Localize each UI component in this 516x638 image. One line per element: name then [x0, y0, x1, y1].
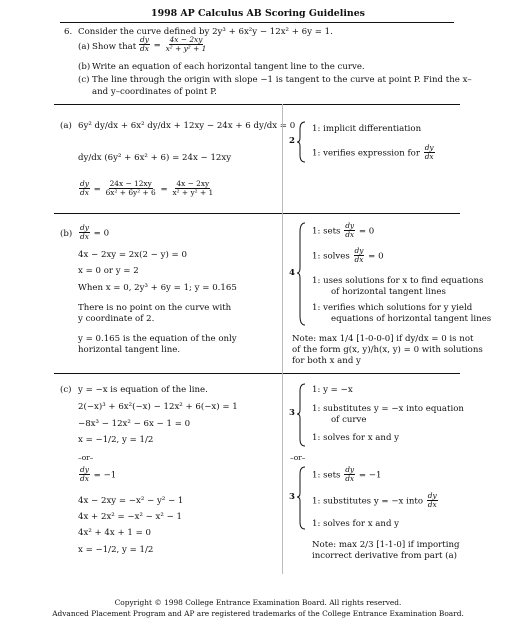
question-rule: [54, 104, 460, 105]
part-c-points-1: 3: [289, 408, 295, 418]
part-a-points: 2: [289, 136, 295, 146]
part-c-line-9: x = −1/2, y = 1/2: [78, 545, 154, 555]
part-c-rubric-2a: 1: substitutes y = −x into equation: [312, 404, 464, 414]
part-b-rubric-4b: equations of horizontal tangent lines: [331, 314, 492, 324]
part-b-line-5a: There is no point on the curve with: [78, 303, 232, 313]
part-b-note-2: of the form g(x, y)/h(x, y) = 0 with solutions: [292, 345, 483, 355]
part-b-brace: [297, 222, 307, 326]
footer-copyright: Copyright © 1998 College Entrance Examination Board. All rights reserved.: [114, 598, 402, 607]
question-number: 6.: [64, 27, 73, 37]
question-c-text-2: and y–coordinates of point P.: [92, 87, 217, 97]
part-c-rubric-3: 1: solves for x and y: [312, 433, 400, 443]
page-title: 1998 AP Calculus AB Scoring Guidelines: [151, 8, 365, 19]
footer-trademark: Advanced Placement Program and AP are registered trademarks of the College Entrance Examination Board.: [52, 609, 464, 618]
part-c-points-2: 3: [289, 492, 295, 502]
part-c-line-3: −8x³ − 12x² − 6x − 1 = 0: [78, 419, 191, 429]
part-c-note-1: Note: max 2/3 [1-1-0] if importing: [312, 540, 460, 550]
question-a-expression: $\frac{dy}{dx}$ = $\frac{4x - 2xy}{\text{x² + y² + 1}}$: [140, 35, 207, 54]
part-c-line-5: $\frac{dy}{dx}$ = −1: [80, 465, 117, 484]
part-b-line-2: 4x − 2xy = 2x(2 − y) = 0: [78, 250, 187, 260]
question-a-label: (a): [78, 42, 90, 52]
part-c-note-2: incorrect derivative from part (a): [312, 551, 457, 561]
part-c-rubric-6: 1: solves for x and y: [312, 519, 400, 529]
part-b-note-3: for both x and y: [292, 356, 361, 366]
part-b-rubric-3a: 1: uses solutions for x to find equations: [312, 276, 484, 286]
part-b-label: (b): [60, 229, 73, 239]
part-c-rubric-1: 1: y = −x: [312, 385, 353, 395]
part-a-rubric-2: 1: verifies expression for $\frac{dy}{dx}$: [312, 143, 434, 162]
part-c-line-4: x = −1/2, y = 1/2: [78, 435, 154, 445]
part-b-line-1: $\frac{dy}{dx}$ = 0: [80, 223, 110, 242]
part-c-or-right: –or–: [290, 453, 306, 462]
part-c-rubric-2b: of curve: [331, 415, 367, 425]
part-b-line-4: When x = 0, 2y³ + 6y = 1; y = 0.165: [78, 283, 237, 293]
part-c-line-8: 4x² + 4x + 1 = 0: [78, 528, 152, 538]
part-a-line-1: 6y² dy/dx + 6x² dy/dx + 12xy − 24x + 6 dy/dx = 0: [78, 121, 296, 131]
part-c-line-2: 2(−x)³ + 6x²(−x) − 12x² + 6(−x) = 1: [78, 402, 238, 412]
header-rule: [60, 22, 454, 23]
question-c-label: (c): [78, 75, 90, 85]
part-a-rule: [54, 213, 460, 214]
part-a-label: (a): [60, 121, 72, 131]
part-b-rubric-4a: 1: verifies which solutions for y yield: [312, 303, 473, 313]
question-stem: Consider the curve defined by 2y³ + 6x²y − 12x² + 6y = 1.: [78, 27, 333, 37]
column-divider: [282, 104, 283, 574]
question-a-text: Show that: [92, 42, 137, 52]
part-c-or-left: –or–: [78, 453, 94, 462]
part-c-rubric-5: 1: substitutes y = −x into $\frac{dy}{dx}$: [312, 491, 437, 510]
question-b-label: (b): [78, 62, 91, 72]
part-b-points: 4: [289, 268, 295, 278]
part-a-rubric-1: 1: implicit differentiation: [312, 124, 422, 134]
part-a-line-2: dy/dx (6y² + 6x² + 6) = 24x − 12xy: [78, 153, 232, 163]
part-b-line-6a: y = 0.165 is the equation of the only: [78, 334, 237, 344]
part-c-line-7: 4x + 2x² = −x² − x² − 1: [78, 512, 182, 522]
part-b-line-6b: horizontal tangent line.: [78, 345, 181, 355]
part-c-brace-2: [297, 466, 307, 530]
question-c-text-1: The line through the origin with slope −1 is tangent to the curve at point P. Find the x–: [92, 75, 472, 85]
part-c-line-1: y = −x is equation of the line.: [78, 385, 208, 395]
part-a-brace: [297, 121, 307, 163]
part-c-line-6: 4x − 2xy = −x² − y² − 1: [78, 496, 184, 506]
part-b-line-3: x = 0 or y = 2: [78, 266, 139, 276]
part-b-rubric-1: 1: sets $\frac{dy}{dx}$ = 0: [312, 221, 375, 240]
question-b-text: Write an equation of each horizontal tangent line to the curve.: [92, 62, 365, 72]
part-b-note-1: Note: max 1/4 [1-0-0-0] if dy/dx = 0 is not: [292, 334, 474, 344]
part-b-rubric-3b: of horizontal tangent lines: [331, 287, 446, 297]
part-c-label: (c): [60, 385, 72, 395]
part-b-rubric-2: 1: solves $\frac{dy}{dx}$ = 0: [312, 246, 384, 265]
part-a-line-3: $\frac{dy}{dx}$ = $\frac{24x - 12xy}{\text{6x² + 6y² + 6}}$ = $\frac{4x - 2xy}{\text{x² + y² + 1}}$: [80, 179, 214, 198]
part-c-brace-1: [297, 383, 307, 447]
part-c-rubric-4: 1: sets $\frac{dy}{dx}$ = −1: [312, 465, 382, 484]
part-b-line-5b: y coordinate of 2.: [78, 314, 155, 324]
part-b-rule: [54, 373, 460, 374]
